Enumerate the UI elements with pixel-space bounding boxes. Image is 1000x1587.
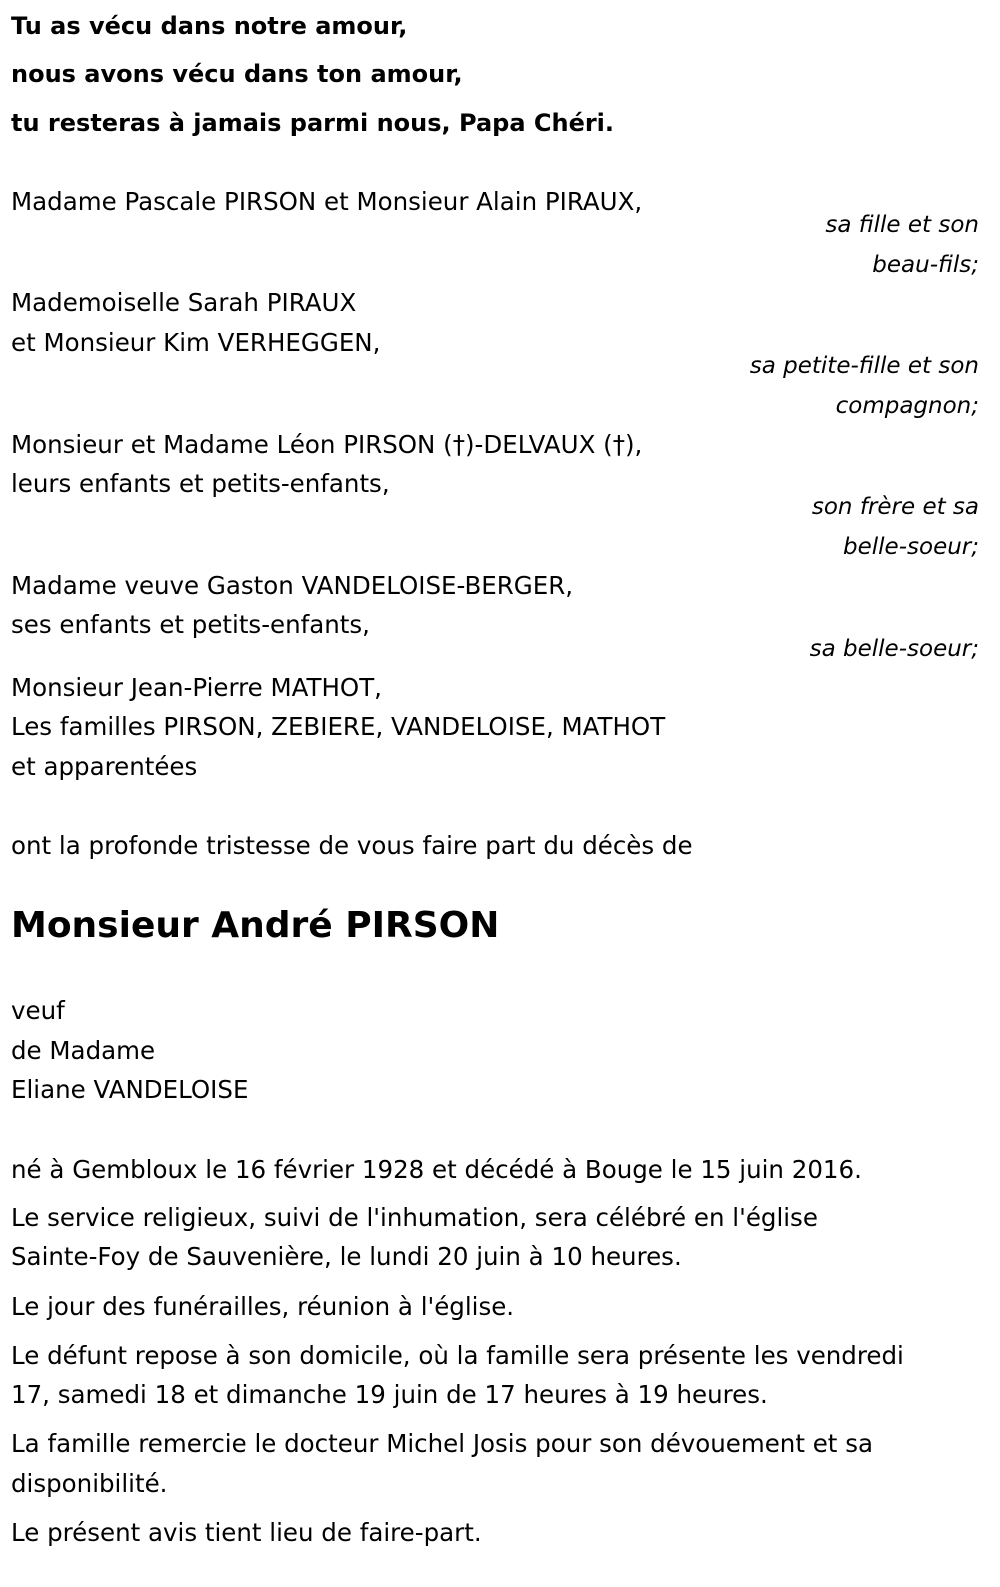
family-5-line-2: Les familles PIRSON, ZEBIERE, VANDELOISE, MATHOT [11, 712, 666, 741]
service-line-2: Sainte-Foy de Sauvenière, le lundi 20 juin à 10 heures. [11, 1242, 682, 1271]
family-4-line-2: ses enfants et petits-enfants, [11, 610, 370, 639]
family-1-relation-2: beau-fils; [872, 252, 979, 278]
visitation-line-1: Le défunt repose à son domicile, où la famille sera présente les vendredi [11, 1341, 904, 1370]
thanks-line-1: La famille remercie le docteur Michel Josis pour son dévouement et sa [11, 1429, 873, 1458]
service-line-1: Le service religieux, suivi de l'inhumation, sera célébré en l'église [11, 1203, 818, 1232]
family-4-line-1: Madame veuve Gaston VANDELOISE-BERGER, [11, 571, 574, 600]
family-1-relation-1: sa fille et son [825, 212, 979, 238]
family-2-line-1: Mademoiselle Sarah PIRAUX [11, 288, 357, 317]
meeting-line: Le jour des funérailles, réunion à l'église. [11, 1292, 515, 1321]
announcement: ont la profonde tristesse de vous faire part du décès de [11, 831, 693, 860]
family-4-relation-1: sa belle-soeur; [809, 636, 979, 662]
family-1-line-1: Madame Pascale PIRSON et Monsieur Alain PIRAUX, [11, 187, 643, 216]
family-3-relation-1: son frère et sa [811, 494, 979, 520]
deceased-name: Monsieur André PIRSON [11, 905, 500, 946]
birth-death-line: né à Gembloux le 16 février 1928 et décédé à Bouge le 15 juin 2016. [11, 1155, 862, 1184]
closing-line: Le présent avis tient lieu de faire-part. [11, 1518, 482, 1547]
visitation-line-2: 17, samedi 18 et dimanche 19 juin de 17 heures à 19 heures. [11, 1380, 768, 1409]
epitaph-line-2: nous avons vécu dans ton amour, [11, 60, 463, 88]
widower-line-2: de Madame [11, 1036, 156, 1065]
epitaph-line-3: tu resteras à jamais parmi nous, Papa Chéri. [11, 109, 615, 137]
widower-line-1: veuf [11, 996, 65, 1025]
family-2-relation-1: sa petite-fille et son [749, 353, 979, 379]
widower-line-3: Eliane VANDELOISE [11, 1075, 249, 1104]
family-3-line-1: Monsieur et Madame Léon PIRSON (†)-DELVAUX (†), [11, 430, 643, 459]
family-2-relation-2: compagnon; [835, 393, 979, 419]
thanks-line-2: disponibilité. [11, 1469, 168, 1498]
family-2-line-2: et Monsieur Kim VERHEGGEN, [11, 328, 381, 357]
family-5-line-1: Monsieur Jean-Pierre MATHOT, [11, 673, 382, 702]
family-3-line-2: leurs enfants et petits-enfants, [11, 469, 390, 498]
family-3-relation-2: belle-soeur; [843, 534, 979, 560]
family-5-line-3: et apparentées [11, 752, 198, 781]
epitaph-line-1: Tu as vécu dans notre amour, [11, 12, 408, 40]
